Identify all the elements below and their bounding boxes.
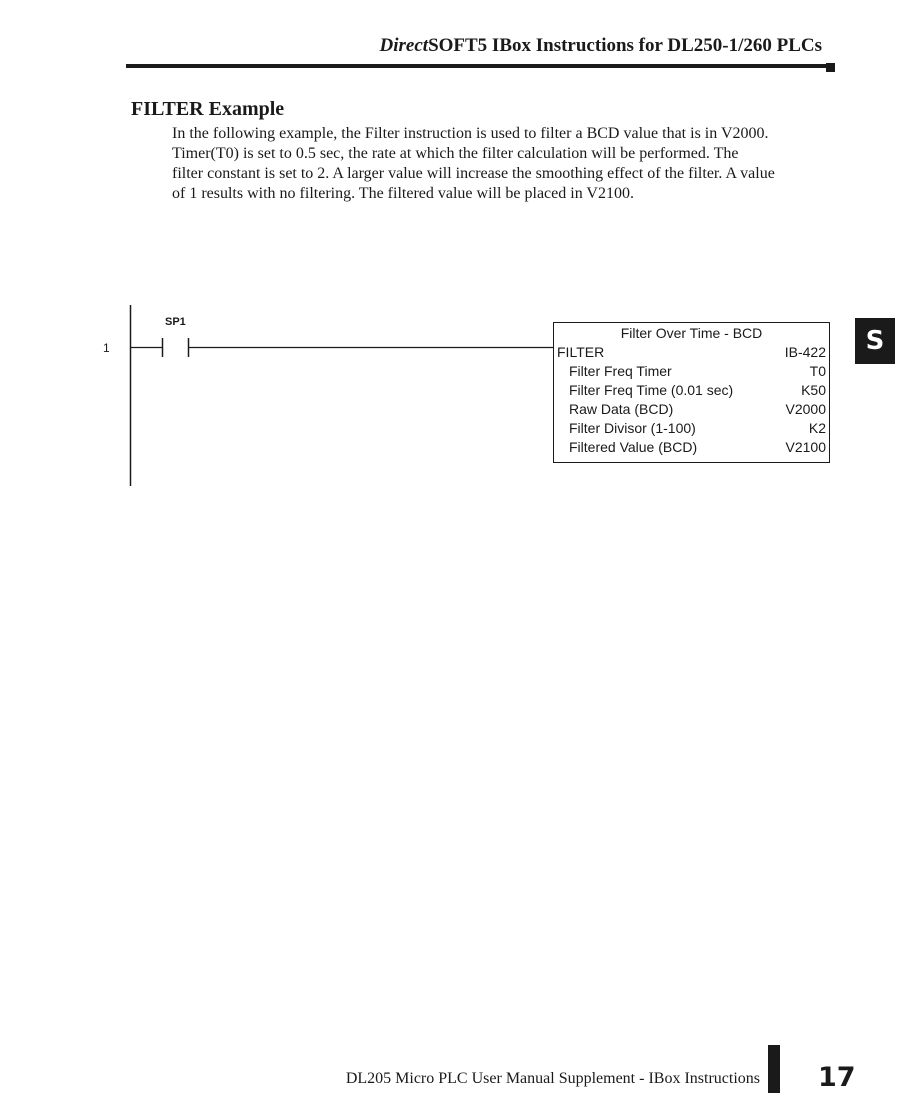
param-label: Filter Freq Time (0.01 sec) [569,382,734,398]
param-label: Filtered Value (BCD) [569,439,698,455]
ibox-filter-block [553,322,830,463]
paragraph-line: In the following example, the Filter instruction is used to filter a BCD value that is in V2000. [172,125,769,142]
param-label: Filter Freq Timer [569,363,672,379]
footer-text: DL205 Micro PLC User Manual Supplement - IBox Instructions [345,1070,760,1087]
ibox-param-row [554,438,829,457]
ibox-title: Filter Over Time - BCD [620,325,763,341]
param-value: T0 [809,363,826,379]
paragraph-line: of 1 results with no filtering. The filtered value will be placed in V2100. [172,185,634,202]
ibox-param-row [554,419,829,438]
paragraph-line: filter constant is set to 2. A larger value will increase the smoothing effect of the filter. A value [172,165,775,182]
page-number: 17 [818,1062,856,1093]
param-value: K2 [808,420,826,436]
chapter-tab: S [855,318,895,364]
ibox-param-row [554,400,829,419]
header-brand: Direct [379,35,429,56]
ibox-name-row [554,343,829,362]
contact-label: SP1 [165,316,186,328]
ibox-code: IB-422 [784,344,826,360]
ibox-name: FILTER [557,344,605,360]
param-value: V2000 [785,401,826,417]
param-label: Raw Data (BCD) [569,401,674,417]
ibox-param-row [554,362,829,381]
paragraph-line: Timer(T0) is set to 0.5 sec, the rate at which the filter calculation will be performed. The [172,145,739,162]
param-value: V2100 [785,439,826,455]
ibox-param-row [554,381,829,400]
param-label: Filter Divisor (1-100) [569,420,696,436]
param-value: K50 [801,382,826,398]
footer-bar [768,1045,780,1093]
section-heading: FILTER Example [131,98,285,120]
header-title-text: SOFT5 IBox Instructions for DL250-1/260 PLCs [428,35,822,56]
rung-number: 1 [103,341,110,355]
